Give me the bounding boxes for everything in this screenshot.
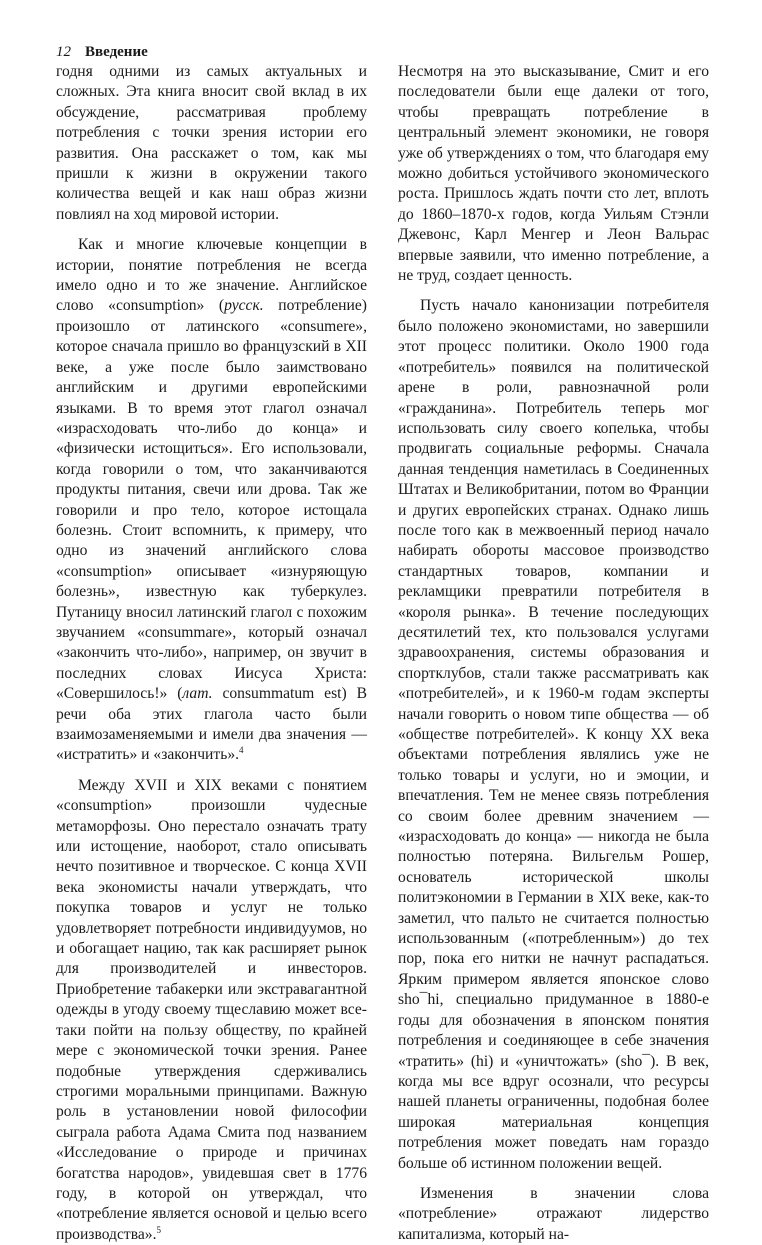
running-header	[56, 42, 148, 62]
left-column	[56, 62, 367, 1245]
abbreviation: русск.	[224, 297, 264, 315]
paragraph: Между XVII и XIX веками с понятием «consumption» произошли чудесные метаморфозы. Оно перестало означать трату или истощение, наоборот, стало описывать нечто позитивное и творческое. С конца XVII века экономисты начали утверждать, что покупка товаров и услуг не только удовлетворяет потребности индивидуумов, но и обогащает нацию, так как расширяет рынок для производителей и инвесторов. Приобретение табакерки или экстравагантной одежды в угоду своему тщеславию может все-таки пойти на пользу обществу, по крайней мере с экономической точки зрения. Ранее подобные утверждения сдерживались строгими моральными принципами. Важную роль в установлении новой философии сыграла работа Адама Смита под названием «Исследование о природе и причинах богатства народов», увидевшая свет в 1776 году, в которой он утверждал, что «потребление является основой и целью всего производства».$^5$	[56, 776, 367, 1243]
paragraph: Как и многие ключевые концепции в истории, понятие потребления не всегда имело одно и то же значение. Английское слово «consumption» (русск. потребление) произошло от латинского «consumere», которое сначала пришло во французский в XII веке, а уже после было заимствовано английским и другими европейскими языками. В то время этот глагол означал «израсходовать что-либо до конца» и «физически истощиться». Его использовали, когда говорили о том, что заканчиваются продукты питания, свечи или дрова. Так же говорили и про тело, которое истощала болезнь. Стоит вспомнить, к примеру, что одно из значений английского слова «consumption» описывает «изнуряющую болезнь», известную как туберкулез. Путаницу вносил латинский глагол с похожим звучанием «consummare», который означал «закончить что-либо», например, он звучит в последних словах Иисуса Христа: «Совершилось!» (лат. consummatum est) В речи оба этих глагола часто были взаимозаменяемыми и имели два значения — «истратить» и «закончить».$^4$	[56, 236, 367, 764]
abbreviation: лат.	[182, 685, 213, 703]
paragraph: годня одними из самых актуальных и сложных. Эта книга вносит свой вклад в их обсуждение, рассматривая проблему потребления с точки зрения истории его развития. Она расскажет о том, как мы пришли к жизни в окружении такого количества вещей и как наш образ жизни повлиял на ход мировой истории.	[56, 63, 367, 223]
paragraph: Несмотря на это высказывание, Смит и его последователи были еще далеки от того, чтобы превращать потребление в центральный элемент экономики, не говоря уже об утверждениях о том, что благодаря ему можно добиться устойчивого экономического роста. Пришлось ждать почти сто лет, вплоть до 1860–1870-х годов, когда Уильям Стэнли Джевонс, Карл Менгер и Леон Вальрас впервые заявили, что именно потребление, а не труд, создает ценность.	[398, 63, 709, 285]
running-title: Введение	[85, 44, 148, 60]
paragraph: Изменения в значении слова «потребление» отражают лидерство капитализма, который на-	[398, 1184, 709, 1243]
footnote-ref: 4	[239, 745, 244, 756]
right-column	[398, 62, 709, 1245]
paragraph: Пусть начало канонизации потребителя было положено экономистами, но завершили этот процесс политики. Около 1900 года «потребитель» появился на политической арене в роли, равнозначной роли «гражданина». Потребитель теперь мог использовать силу своего копелька, чтобы продвигать социальные реформы. Сначала данная тенденция наметилась в Соединенных Штатах и Великобритании, потом во Франции и других европейских странах. Однако лишь после того как в межвоенный период начало набирать обороты массовое производство стандартных товаров, компании и рекламщики превратили потребителя в «короля рынка». В течение последующих десятилетий тех, кто пользовался услугами здравоохранения, системы образования и спортклубов, стали также рассматривать как «потребителей», и к 1960-м годам эксперты начали говорить о новом типе общества — об «обществе потребителей». К концу XX века объектами потребления являлись уже не только товары и услуги, но и эмоции, и впечатления. Тем не менее связь потребления со своим более древним значением — «израсходовать до конца» — никогда не была полностью потеряна. Вильгельм Рошер, основатель исторической школы политэкономии в Германии в XIX веке, как-то заметил, что пальто не считается полностью использованным («потребленным») до тех пор, пока его нитки не начнут распадаться. Ярким примером является японское слово sho¯hi, специально придуманное в 1880-е годы для обозначения в японском понятия потребления и соединяющее в себе значения «тратить» (hi) и «уничтожать» (sho¯). В век, когда мы все вдруг осознали, что ресурсы нашей планеты ограниченны, подобная более широкая материальная концепция потребления может поведать нам гораздо больше об истинном положении вещей.	[398, 297, 709, 1172]
footnote-ref: 5	[156, 1224, 161, 1235]
page-number: 12	[56, 44, 71, 60]
